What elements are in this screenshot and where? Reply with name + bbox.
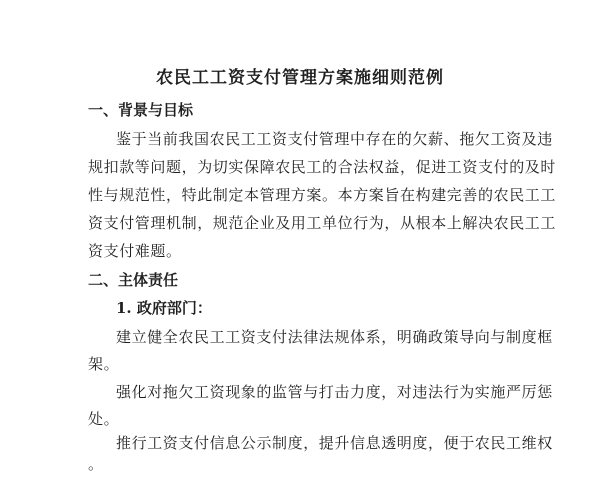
paragraph-line: 性与规范性，特此制定本管理方案。本方案旨在构建完善的农民工工 [88,186,557,204]
paragraph-line: 。 [88,455,104,473]
paragraph-line: 推行工资支付信息公示制度，提升信息透明度，便于农民工维权 [116,434,553,452]
paragraph-line: 规扣款等问题，为切实保障农民工的合法权益，促进工资支付的及时 [88,158,557,176]
sub-heading-government: 1. 政府部门： [116,299,212,317]
paragraph-line: 强化对拖欠工资现象的监管与打击力度，对违法行为实施严厉惩 [116,383,553,401]
section-heading-responsibility: 二、主体责任 [88,271,179,289]
paragraph-line: 资支付管理机制，规范企业及用工单位行为，从根本上解决农民工工 [88,214,557,232]
paragraph-line: 建立健全农民工工资支付法律法规体系，明确政策导向与制度框 [116,328,553,346]
document-title: 农民工工资支付管理方案施细则范例 [156,68,444,88]
paragraph-line: 处。 [88,410,120,428]
paragraph-line: 鉴于当前我国农民工工资支付管理中存在的欠薪、拖欠工资及违 [116,130,553,148]
paragraph-line: 架。 [88,355,120,373]
paragraph-line: 资支付难题。 [88,242,182,260]
section-heading-background: 一、背景与目标 [88,101,194,119]
